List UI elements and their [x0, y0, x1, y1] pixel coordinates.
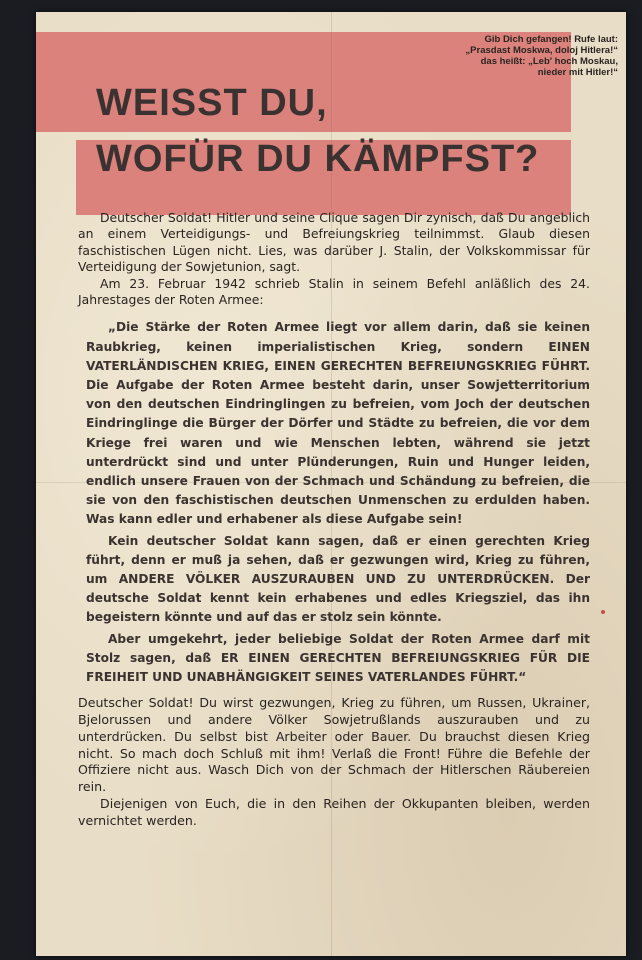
closing-paragraph: Deutscher Soldat! Du wirst gezwungen, Krieg zu führen, um Russen, Ukrainer, Bjelorussen und andere Völker Sowjetrußlands auszurauben und zu unterdrücken. Du selbst bist Arbeiter oder Bauer. Du brauchst diesen Krieg nicht. So mach doch Schluß mit ihm! Verlaß die Front! Führe die Befehle der Offiziere nicht aus. Wasch Dich von der Schmach der Hitlerschen Räubereien rein.	[78, 695, 590, 795]
closing-warning: Diejenigen von Euch, die in den Reihen der Okkupanten bleiben, werden vernichtet werden.	[78, 796, 590, 828]
intro-paragraph-date: Am 23. Februar 1942 schrieb Stalin in seinem Befehl anläßlich des 24. Jahrestages der Roten Armee:	[78, 275, 590, 308]
closing-appeal	[78, 695, 590, 829]
headline-line-1: WEISST DU,	[96, 82, 328, 124]
quote-paragraph: Kein deutscher Soldat kann sagen, daß er einen gerechten Krieg führt, denn er muß ja sehen, daß er gezwungen wird, Krieg zu führen, um ANDERE VÖLKER AUSZURAUBEN UND ZU UNTERDRÜCKEN. Der deutsche Soldat kennt kein erhabenes und edles Kriegsziel, das ihn begeistern könnte und auf das er stolz sein könnte.	[86, 533, 590, 625]
stalin-quote	[78, 318, 590, 687]
headline	[96, 82, 576, 180]
surrender-instructions	[388, 34, 618, 78]
leaflet-body	[78, 210, 590, 830]
surrender-line: nieder mit Hitler!“	[537, 67, 618, 78]
quote-paragraph: „Die Stärke der Roten Armee liegt vor allem darin, daß sie keinen Raubkrieg, keinen imperialistischen Krieg, sondern EINEN VATERLÄNDISCHEN KRIEG, EINEN GERECHTEN BEFREIUNGSKRIEG FÜHRT. Die Aufgabe der Roten Armee besteht darin, unser Sowjetterritorium von den deutschen Eindringlingen zu befreien, vom Joch der deutschen Eindringlinge die Bürger der Dörfer und Städte zu befreien, die vor dem Kriege frei waren und wie Menschen lebten, während sie jetzt unterdrückt sind und unter Plünderungen, Ruin und Hunger leiden, endlich unsere Frauen von der Schmach und Schändung zu befreien, die sie von den faschistischen deutschen Unmenschen zu erdulden haben. Was kann edler und erhabener als diese Aufgabe sein!	[86, 320, 590, 527]
surrender-line: das heißt: „Leb' hoch Moskau,	[480, 56, 618, 67]
intro-paragraph: Deutscher Soldat! Hitler und seine Clique sagen Dir zynisch, daß Du angeblich an einem Verteidigungs- und Befreiungskrieg teilnimmst. Glaub diesen faschistischen Lügen nicht. Lies, was darüber J. Stalin, der Volkskommissar für Verteidigung der Sowjetunion, sagt.	[78, 210, 590, 275]
surrender-line: Gib Dich gefangen! Rufe laut:	[484, 34, 618, 45]
leaflet-page	[36, 12, 626, 956]
headline-line-2: WOFÜR DU KÄMPFST?	[96, 138, 540, 180]
quote-paragraph: Aber umgekehrt, jeder beliebige Soldat der Roten Armee darf mit Stolz sagen, daß ER EINEN GERECHTEN BEFREIUNGSKRIEG FÜR DIE FREIHEIT UND UNABHÄNGIGKEIT SEINES VATERLANDES FÜHRT.“	[86, 631, 590, 685]
surrender-line: „Prasdast Moskwa, doloj Hitlera!“	[465, 45, 618, 56]
red-ink-speck	[601, 610, 605, 614]
